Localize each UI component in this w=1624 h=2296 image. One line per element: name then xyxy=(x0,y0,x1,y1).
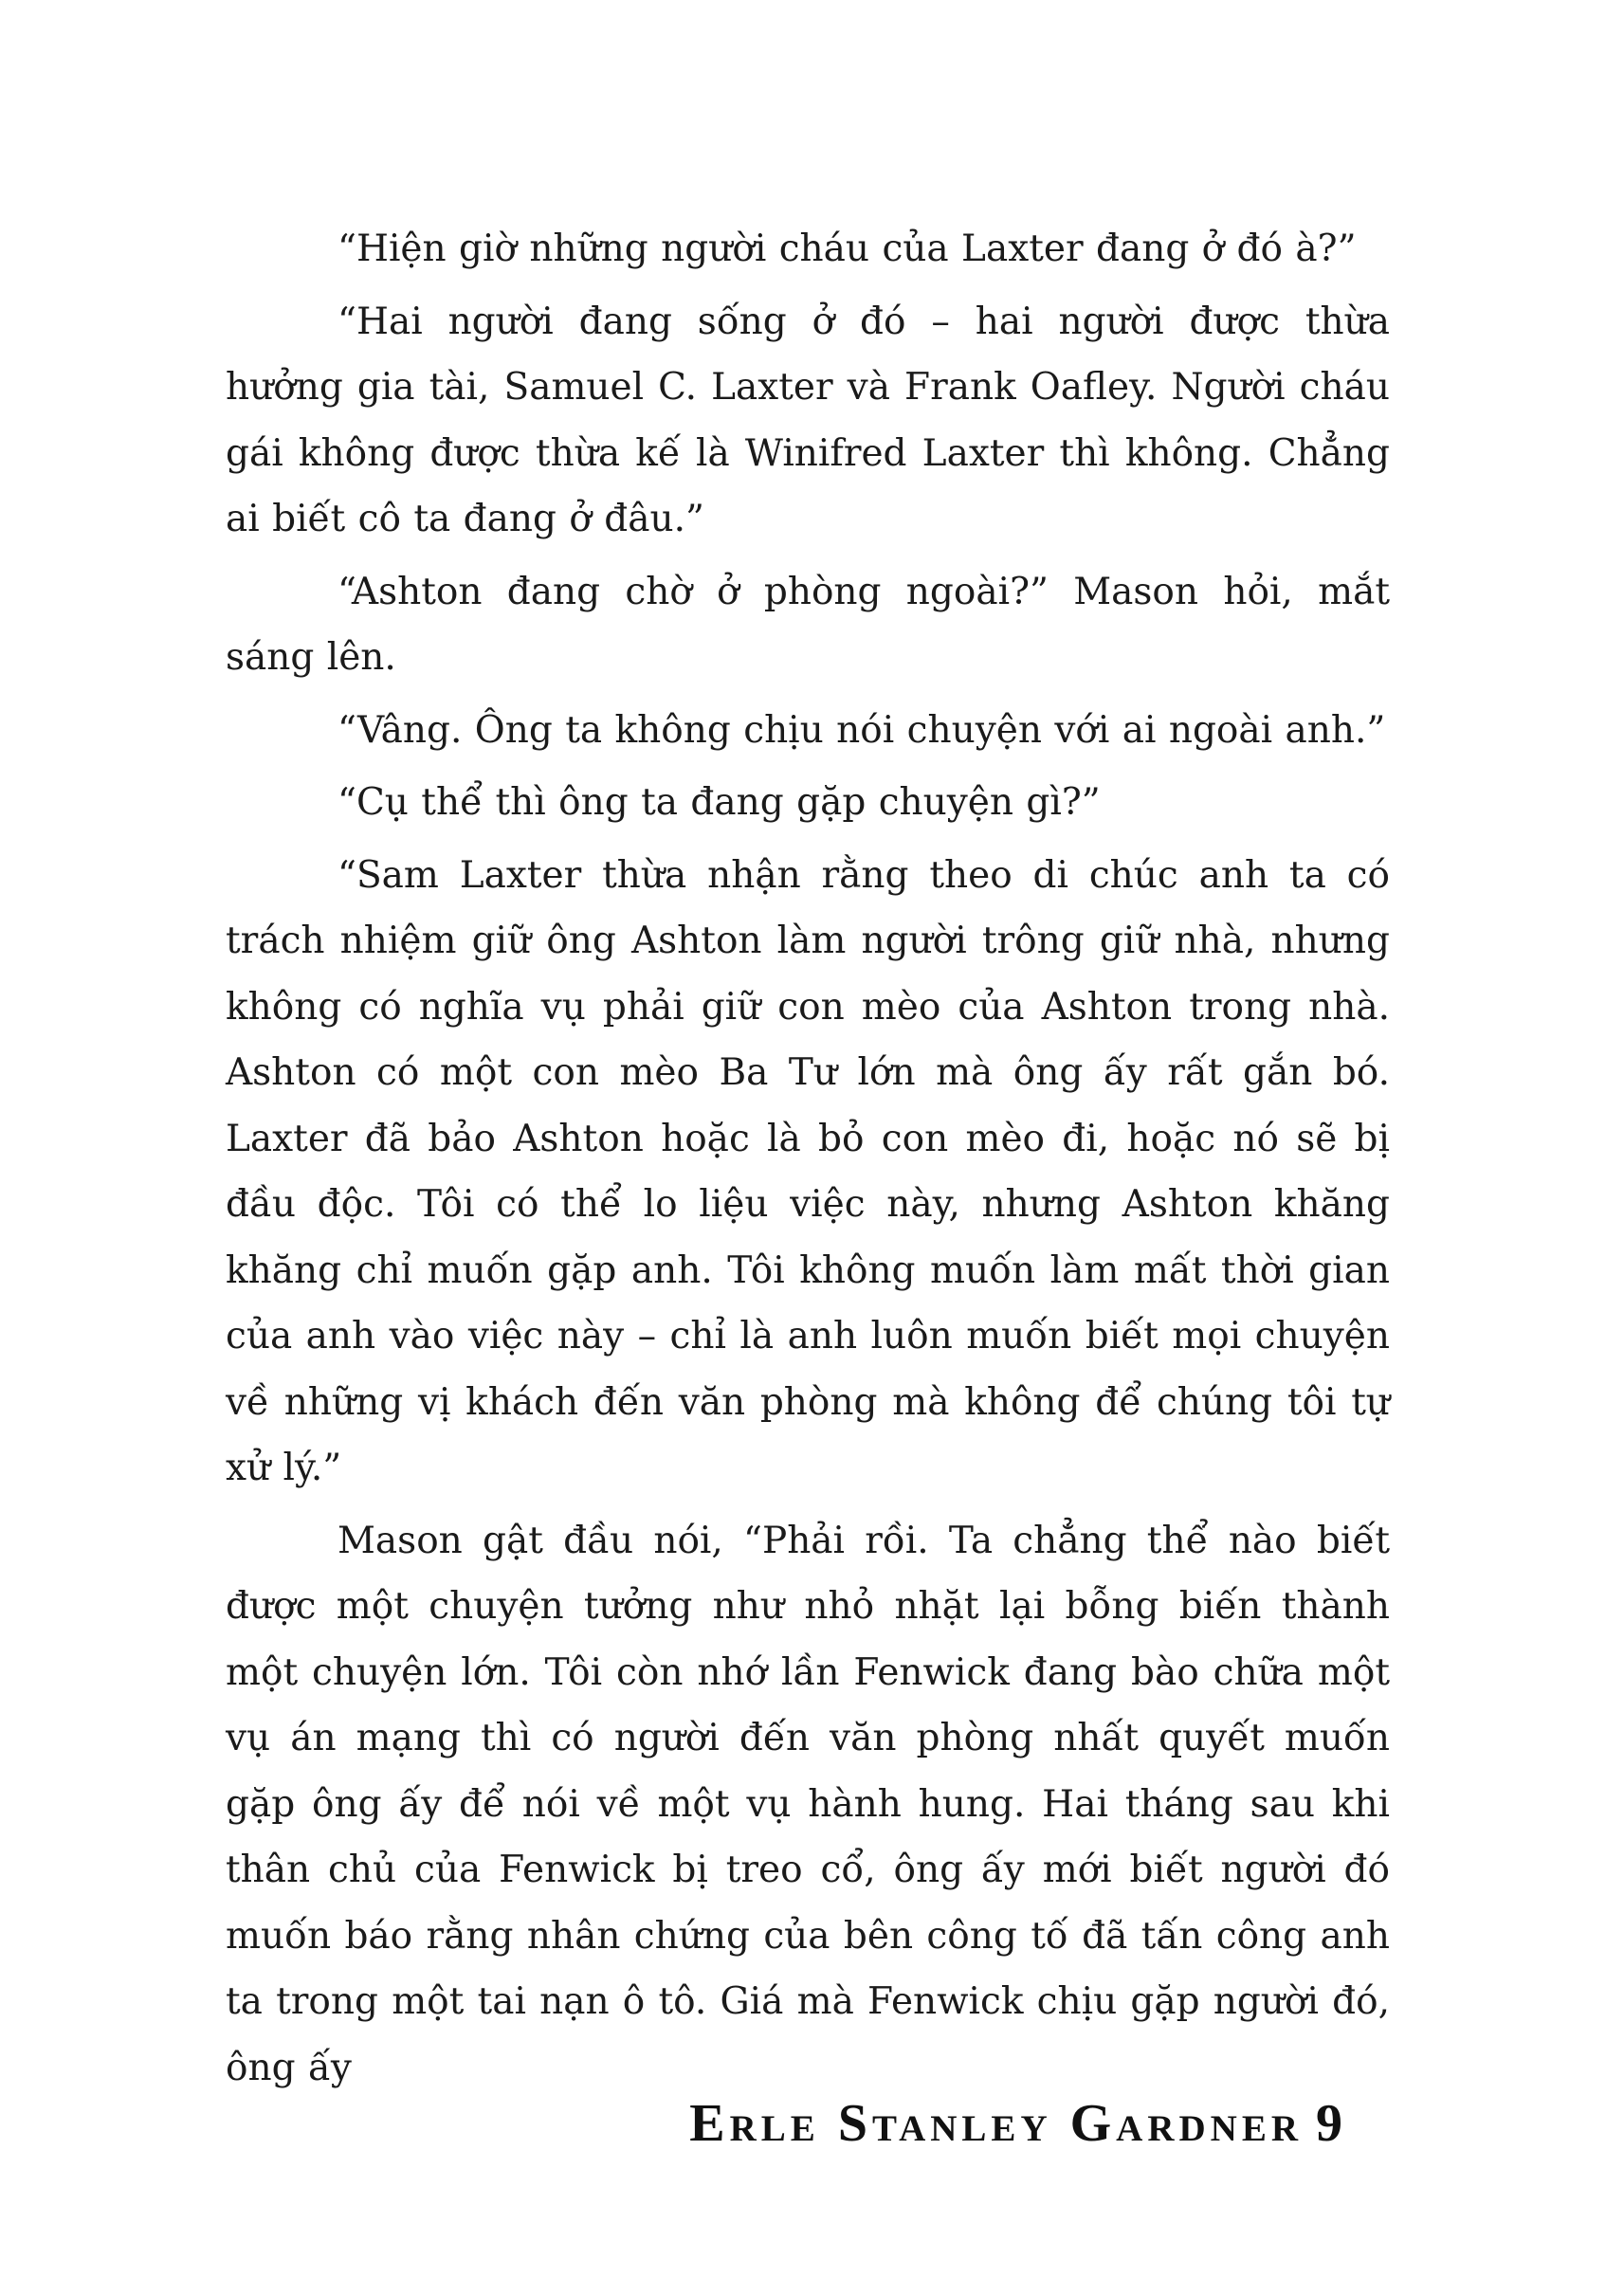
paragraph-2: “Hai người đang sống ở đó – hai người được thừa hưởng gia tài, Samuel C. Laxter và Frank Oafley. Người cháu gái không được thừa kế là Winifred Laxter thì không. Chẳng ai biết cô ta đang ở đâu.” xyxy=(226,300,1390,540)
paragraph-3: “Ashton đang chờ ở phòng ngoài?” Mason hỏi, mắt sáng lên. xyxy=(226,570,1390,679)
page-footer xyxy=(689,2093,1347,2154)
body-text xyxy=(226,216,1390,2107)
footer-author: Erle Stanley Gardner xyxy=(689,2094,1303,2153)
paragraph-1: “Hiện giờ những người cháu của Laxter đang ở đó à?” xyxy=(338,228,1357,270)
page-number: 9 xyxy=(1316,2094,1347,2153)
paragraph-4: “Vâng. Ông ta không chịu nói chuyện với ai ngoài anh.” xyxy=(338,708,1386,752)
paragraph-5: “Cụ thể thì ông ta đang gặp chuyện gì?” xyxy=(338,781,1101,824)
paragraph-6: “Sam Laxter thừa nhận rằng theo di chúc anh ta có trách nhiệm giữ ông Ashton làm người trông giữ nhà, nhưng không có nghĩa vụ phải giữ con mèo của Ashton trong nhà. Ashton có một con mèo Ba Tư lớn mà ông ấy rất gắn bó. Laxter đã bảo Ashton hoặc là bỏ con mèo đi, hoặc nó sẽ bị đầu độc. Tôi có thể lo liệu việc này, nhưng Ashton khăng khăng chỉ muốn gặp anh. Tôi không muốn làm mất thời gian của anh vào việc này – chỉ là anh luôn muốn biết mọi chuyện về những vị khách đến văn phòng mà không để chúng tôi tự xử lý.” xyxy=(226,853,1390,1489)
paragraph-7: Mason gật đầu nói, “Phải rồi. Ta chẳng thể nào biết được một chuyện tưởng như nhỏ nhặt lại bỗng biến thành một chuyện lớn. Tôi còn nhớ lần Fenwick đang bào chữa một vụ án mạng thì có người đến văn phòng nhất quyết muốn gặp ông ấy để nói về một vụ hành hung. Hai tháng sau khi thân chủ của Fenwick bị treo cổ, ông ấy mới biết người đó muốn báo rằng nhân chứng của bên công tố đã tấn công anh ta trong một tai nạn ô tô. Giá mà Fenwick chịu gặp người đó, ông ấy xyxy=(226,1519,1390,2089)
